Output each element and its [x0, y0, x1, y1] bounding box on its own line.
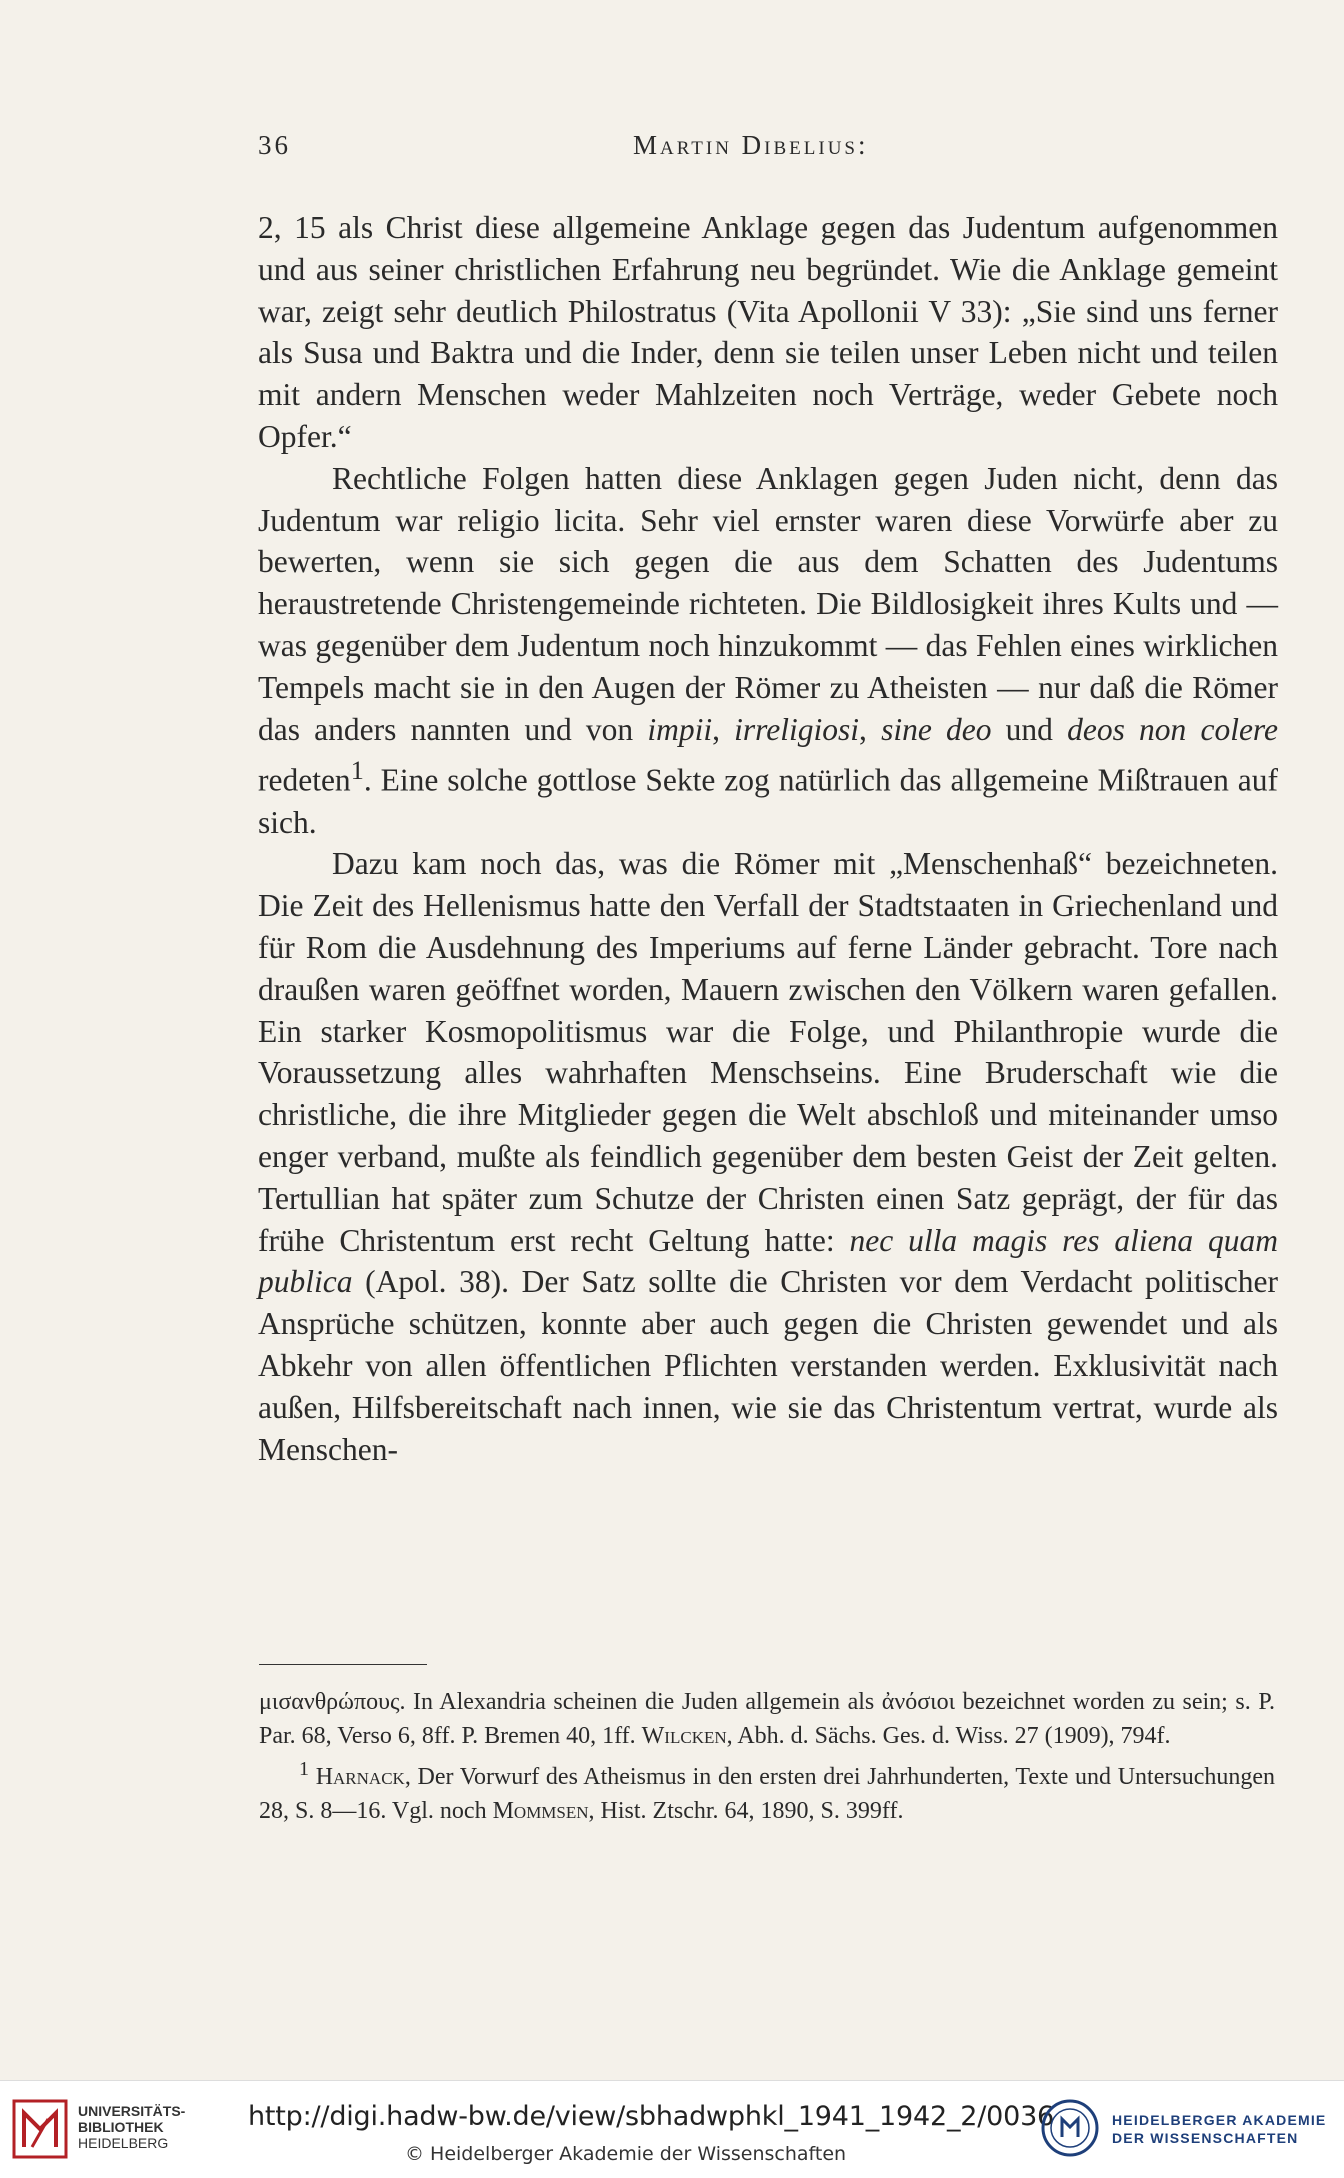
university-library-logo-icon [12, 2099, 68, 2159]
paragraph-1: 2, 15 als Christ diese allgemeine Anklage gegen das Judentum aufgenommen und aus seiner christlichen Erfahrung neu begründet. Wie die Anklage gemeint war, zeigt sehr deutlich Philostratus (Vita Apollonii V 33): „Sie sind uns ferner als Susa und Baktra und die Inder, denn sie teilen unser Leben nicht und teilen mit andern Menschen weder Mahlzeiten noch Verträge, weder Gebete noch Opfer.“ [258, 210, 1278, 454]
viewer-footer [0, 2080, 1344, 2178]
footnote-separator [259, 1664, 427, 1665]
paragraph-3: Dazu kam noch das, was die Römer mit „Menschenhaß“ bezeichneten. Die Zeit des Hellenismus hatte den Verfall der Stadtstaaten in Griechenland und für Rom die Ausdehnung des Imperiums auf ferne Länder gebracht. Tore nach draußen waren geöffnet worden, Mauern zwischen den Völkern waren gefallen. Ein starker Kosmopolitismus war die Folge, und Philanthropie wurde die Voraussetzung alles wahrhaften Menschseins. Eine Bruderschaft wie die christliche, die ihre Mitglieder gegen die Welt abschloß und miteinander umso enger verband, mußte als feindlich gegenüber dem besten Geist der Zeit gelten. Tertullian hat später zum Schutze der Christen einen Satz geprägt, der für das frühe Christentum erst recht Geltung hatte: nec ulla magis res aliena quam publica (Apol. 38). Der Satz sollte die Christen vor dem Verdacht politischer Ansprüche schützen, konnte aber auch gegen die Christen gewendet und als Abkehr von allen öffentlichen Pflichten verstanden werden. Exklusivität nach außen, Hilfsbereitschaft nach innen, wie sie das Christentum vertrat, wurde als Menschen- [258, 846, 1279, 1467]
academy-name: HEIDELBERGER AKADEMIE DER WISSENSCHAFTEN [1112, 2112, 1327, 2146]
footnote-continuation: μισανθρώπους. In Alexandria scheinen die Juden allgemein als ἀνόσιοι bezeichnet worden zu sein; s. P. Par. 68, Verso 6, 8ff. P. Bremen 40, 1ff. Wilcken, Abh. d. Sächs. Ges. d. Wiss. 27 (1909), 794f. [259, 1689, 1275, 1749]
italic-quote: nec ulla magis res aliena quam publica [258, 1222, 1279, 1300]
permalink-url[interactable]: http://digi.hadw-bw.de/view/sbhadwphkl_1941_1942_2/0036 [248, 2101, 1055, 2132]
university-library-name: UNIVERSITÄTS- BIBLIOTHEK HEIDELBERG [78, 2103, 186, 2151]
footnote-reference: 1 [350, 756, 364, 786]
footnotes [259, 1686, 1275, 1828]
paragraph-2: Rechtliche Folgen hatten diese Anklagen gegen Juden nicht, denn das Judentum war religio licita. Sehr viel ernster waren diese Vorwürfe aber zu bewerten, wenn sie sich gegen die aus dem Schatten des Judentums heraustretende Christengemeinde richteten. Die Bildlosigkeit ihres Kults und — was gegenüber dem Judentum noch hinzukommt — das Fehlen eines wirklichen Tempels macht sie in den Augen der Römer zu Atheisten — nur daß die Römer das anders nannten und von impii, irreligiosi, sine deo und deos non colere redeten$^1$. Eine solche gottlose Sekte zog natürlich das allgemeine Mißtrauen auf sich. [258, 460, 1278, 840]
italic-term: impii [647, 711, 713, 747]
italic-term: deos non colere [1067, 711, 1278, 747]
italic-term: sine deo [881, 711, 992, 747]
body-text [258, 207, 1278, 1470]
page-number: 36 [258, 130, 291, 160]
footnote-marker: 1 [299, 1758, 309, 1780]
copyright-notice: © Heidelberger Akademie der Wissenschaften [405, 2143, 847, 2165]
running-head-author: Martin Dibelius: [633, 130, 869, 160]
italic-term: irreligiosi [734, 711, 860, 747]
academy-seal-icon [1040, 2095, 1100, 2161]
footnote-1: $^1$ Harnack, Der Vorwurf des Atheismus in den ersten drei Jahrhunderten, Texte und Untersuchungen 28, S. 8—16. Vgl. noch Mommsen, Hist. Ztschr. 64, 1890, S. 399ff. [259, 1758, 1276, 1824]
